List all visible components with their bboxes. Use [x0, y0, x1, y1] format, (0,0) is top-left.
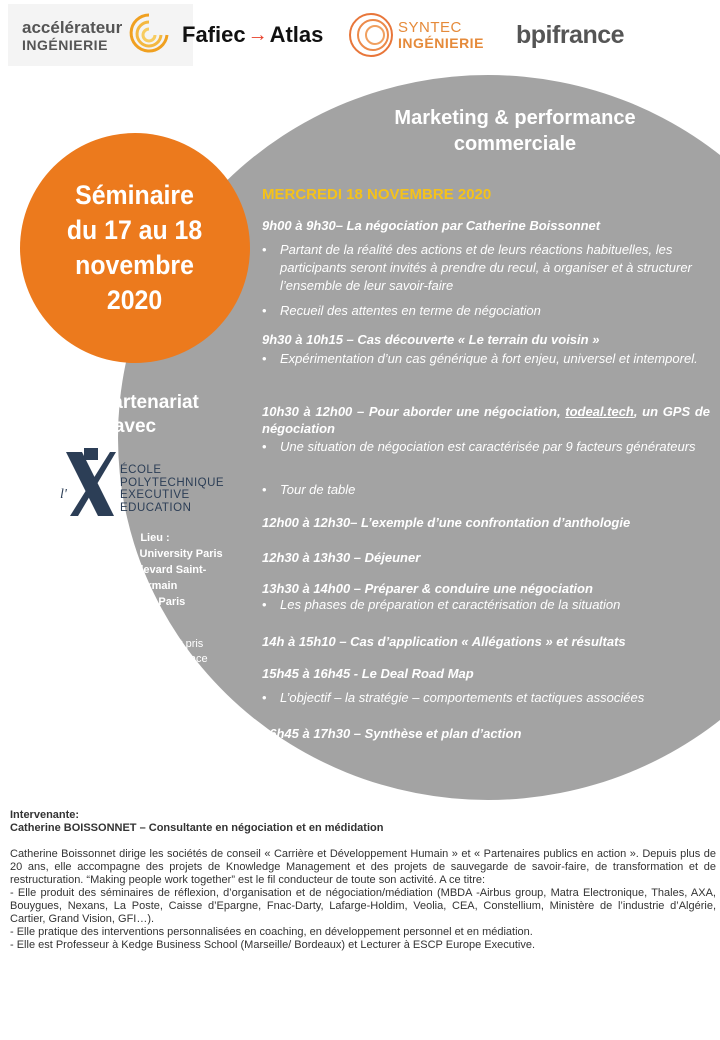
- ecole-polytechnique-logo: [60, 448, 230, 520]
- speaker-bio-item: - Elle produit des séminaires de réflexion, d’organisation et de négociation/médiation (MBDA -Airbus group, Matra Electronique, Thales, AXA, Bouygues, Nexans, La Poste, Caisse d’Epargne, Fnac-Darty, Lafarge-Holdim, Veolia, CEA, Constellium, Ministère de l’industrie d’Algérie, Cartier, Grand Vision, GFI…).: [10, 887, 716, 925]
- agenda-bullet: • Recueil des attentes en terme de négociation: [262, 302, 710, 320]
- speaker-label: Intervenante:: [10, 809, 80, 821]
- lunch-note: Le déjeuner est pris en commun sur place: [102, 638, 208, 665]
- agenda-session-heading: 9h00 à 9h30– La négociation par Catherine Boissonnet: [262, 218, 601, 233]
- agenda-session-heading: 12h00 à 12h30– L’exemple d’une confrontation d’anthologie: [262, 515, 631, 530]
- speaker-bio-item: - Elle est Professeur à Kedge Business School (Marseille/ Bordeaux) et Lecturer à ESCP Europe Executive.: [10, 939, 536, 951]
- program-date: MERCREDI 18 NOVEMBRE 2020: [262, 186, 492, 203]
- agenda-session-heading: 12h30 à 13h30 – Déjeuner: [262, 550, 421, 565]
- agenda: [262, 0, 712, 800]
- agenda-bullet: • Les phases de préparation et caractérisation de la situation: [262, 596, 710, 614]
- seminar-title: Séminaire du 17 au 18 novembre 2020: [67, 180, 203, 315]
- polytechnique-x-icon: [60, 448, 120, 520]
- accelerateur-logo-line1: accélérateur: [22, 17, 123, 37]
- fafiec-logo-text: Fafiec: [182, 22, 246, 47]
- speaker-bio: Catherine Boissonnet dirige les sociétés de conseil « Carrière et Développement Humain » et « Partenaires publics en action ». Depuis plus de 20 ans, elle accompagne des projets de Knowledge Management et des projets de sauvegarde de savoir-faire, de transformation et de restructuration. “Making people work together” est le fil conducteur de toute son activité. A ce titre:: [10, 848, 716, 886]
- speaker-section: [10, 809, 716, 952]
- syntec-logo-line1: SYNTEC: [398, 18, 462, 36]
- agenda-session-heading: 9h30 à 10h15 – Cas découverte « Le terrain du voisin »: [262, 332, 600, 347]
- agenda-heading-text: 10h30 à 12h00 – Pour aborder une négociation,: [262, 404, 566, 419]
- atlas-logo-text: Atlas: [269, 22, 324, 47]
- partnership-label: En partenariat avec: [71, 392, 199, 437]
- accelerateur-ingenierie-logo: [8, 4, 193, 66]
- accelerateur-logo-line2: INGÉNIERIE: [22, 36, 108, 53]
- agenda-bullet: • Une situation de négociation est caractérisée par 9 facteurs générateurs: [262, 438, 710, 456]
- speaker-name: Catherine BOISSONNET – Consultante en négociation et en médidation: [10, 822, 384, 834]
- accelerateur-swirl-icon: [128, 11, 170, 59]
- agenda-session-heading: 13h30 à 14h00 – Préparer & conduire une négociation: [262, 581, 593, 596]
- agenda-bullet: • Expérimentation d’un cas générique à fort enjeu, universel et intemporel.: [262, 350, 710, 368]
- agenda-bullet: • Tour de table: [262, 481, 710, 499]
- agenda-session-heading: 14h à 15h10 – Cas d’application « Allégations » et résultats: [262, 634, 626, 649]
- svg-text:l': l': [60, 487, 67, 502]
- agenda-bullet: • L’objectif – la stratégie – comportements et tactiques associées: [262, 689, 710, 707]
- speaker-bio-item: - Elle pratique des interventions personnalisées en coaching, en développement personnel et en médiation.: [10, 926, 533, 938]
- agenda-session-heading: 15h45 à 16h45 - Le Deal Road Map: [262, 666, 474, 681]
- agenda-session-heading: 16h45 à 17h30 – Synthèse et plan d’action: [262, 726, 522, 741]
- venue-address: Lieu : New York University Paris 57 Boulevard Saint- Germain 75005 Paris: [87, 532, 223, 608]
- agenda-session-heading: [262, 403, 710, 437]
- program-title: Marketing & performance commerciale: [394, 107, 636, 155]
- todeal-tech-link[interactable]: todeal.tech: [565, 404, 634, 419]
- syntec-logo-line2: INGÉNIERIE: [398, 34, 484, 51]
- ecole-polytechnique-name: ÉCOLE POLYTECHNIQUE EXECUTIVE EDUCATION: [120, 464, 225, 514]
- bpifrance-logo-text: bpifrance: [516, 20, 625, 49]
- arrow-right-icon: →: [247, 23, 268, 46]
- agenda-heading-text: , un GPS de négociation: [262, 404, 710, 436]
- seminar-badge: [20, 133, 250, 363]
- agenda-bullet: • Partant de la réalité des actions et de leurs réactions habituelles, les participants seront invités à prendre du recul, à organiser et à structurer l’ensemble de leur savoir-faire: [262, 241, 710, 295]
